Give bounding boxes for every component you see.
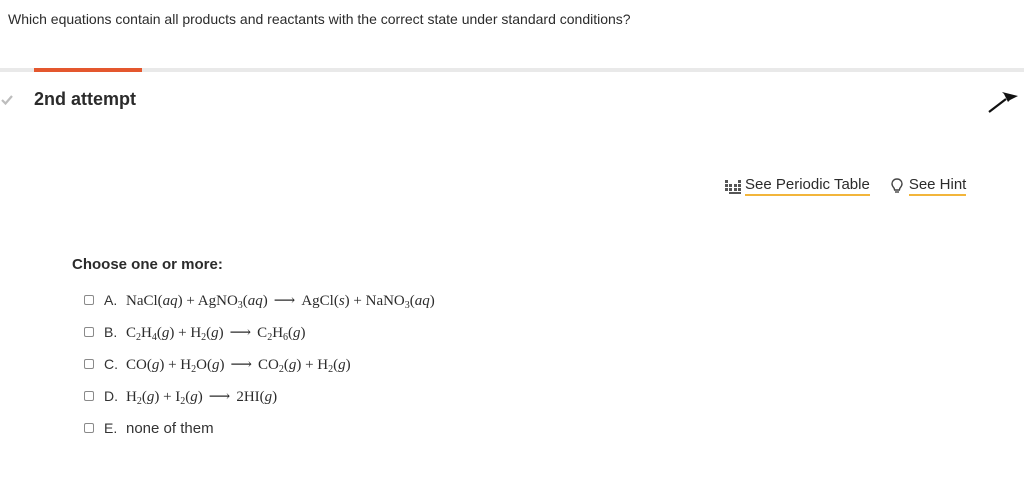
option-b-equation: $C_2H_4(g) + H_2(g)$ ⟶ $C_2H_6(g)$ <box>126 324 306 343</box>
pin-icon[interactable] <box>986 88 1020 114</box>
option-c[interactable] <box>84 348 435 380</box>
periodic-table-icon <box>724 177 742 195</box>
answer-options <box>84 284 435 444</box>
attempt-label: 2nd attempt <box>34 89 137 109</box>
option-e-text: none of them <box>126 419 214 437</box>
option-e-letter: E. <box>104 420 118 436</box>
tools-bar <box>724 176 984 200</box>
option-e[interactable] <box>84 412 435 444</box>
option-c-checkbox[interactable] <box>84 359 94 369</box>
option-d-equation: $H_2(g) + I_2(g)$ ⟶ 2HI(g) <box>126 388 278 407</box>
option-b-checkbox[interactable] <box>84 327 94 337</box>
option-c-letter: C. <box>104 356 118 372</box>
check-icon <box>0 93 14 107</box>
option-d[interactable] <box>84 380 435 412</box>
see-periodic-table-link[interactable] <box>724 176 870 196</box>
attempt-progress-bar <box>0 68 1024 72</box>
option-a-letter: A. <box>104 292 118 308</box>
question-text: Which equations contain all products and reactants with the correct state under standard conditions? <box>8 11 631 27</box>
option-a-checkbox[interactable] <box>84 295 94 305</box>
option-d-checkbox[interactable] <box>84 391 94 401</box>
option-a-equation: NaCl(aq) + AgNO$_3$(aq) ⟶ AgCl(s) + NaNO$_3$(aq) <box>126 292 435 311</box>
see-hint-label[interactable]: See Hint <box>909 176 967 196</box>
option-c-equation: $CO(g) + H_2O(g)$ ⟶ $CO_2(g) + H_2(g)$ <box>126 356 351 375</box>
option-b-letter: B. <box>104 324 118 340</box>
see-periodic-table-label[interactable]: See Periodic Table <box>745 176 870 196</box>
lightbulb-icon <box>888 177 906 195</box>
choose-prompt: Choose one or more: <box>72 256 223 273</box>
option-a[interactable] <box>84 284 435 316</box>
attempt-progress-accent <box>34 68 142 72</box>
option-e-checkbox[interactable] <box>84 423 94 433</box>
option-d-letter: D. <box>104 388 118 404</box>
option-b[interactable] <box>84 316 435 348</box>
see-hint-link[interactable] <box>888 176 967 196</box>
